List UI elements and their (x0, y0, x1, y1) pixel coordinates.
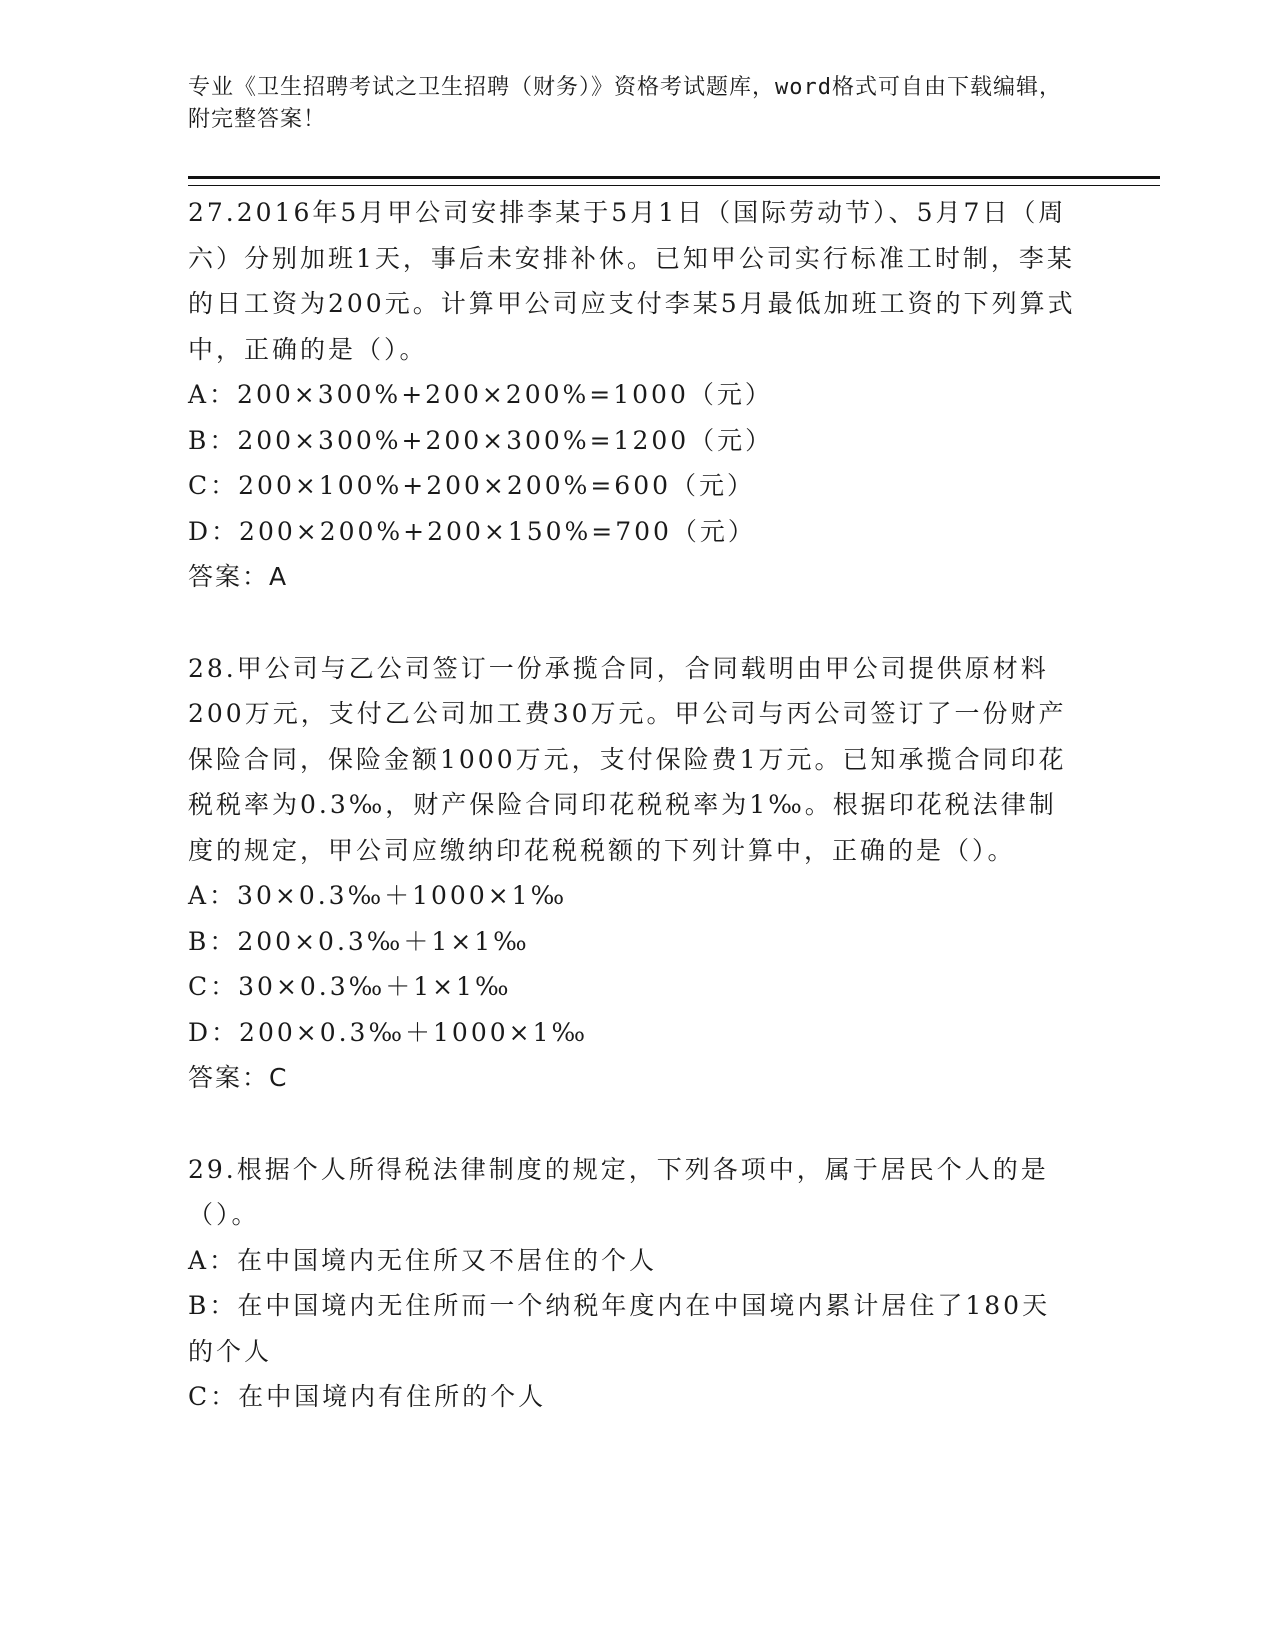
option-c: C：30×0.3‰＋1×1‰ (188, 972, 512, 1001)
answer-label: 答案：A (188, 562, 289, 591)
option-a: A：30×0.3‰＋1000×1‰ (188, 881, 568, 910)
question-text: 29.根据个人所得税法律制度的规定，下列各项中，属于居民个人的是（）。 (188, 1154, 1049, 1229)
question-27 (188, 190, 1078, 600)
option-b: B：200×300%+200×300%=1200（元） (188, 425, 774, 455)
question-text: 28.甲公司与乙公司签订一份承揽合同，合同载明由甲公司提供原材料200万元，支付乙公司加工费30万元。甲公司与丙公司签订了一份财产保险合同，保险金额1000万元，支付保险费1万元。已知承揽合同印花税税率为0.3‰，财产保险合同印花税税率为1‰。根据印花税法律制度的规定，甲公司应缴纳印花税税额的下列计算中，正确的是（）。 (188, 653, 1067, 865)
document-header: 专业《卫生招聘考试之卫生招聘（财务）》资格考试题库，word格式可自由下载编辑，附完整答案！ (188, 75, 1062, 132)
question-text: 27.2016年5月甲公司安排李某于5月1日（国际劳动节）、5月7日（周六）分别加班1天，事后未安排补休。已知甲公司实行标准工时制，李某的日工资为200元。计算甲公司应支付李某5月最低加班工资的下列算式中，正确的是（）。 (188, 198, 1076, 364)
answer-label: 答案：C (188, 1063, 289, 1092)
question-spacer (188, 600, 1078, 646)
option-c: C：在中国境内有住所的个人 (188, 1382, 547, 1411)
option-b: B：200×0.3‰＋1×1‰ (188, 926, 530, 956)
option-a: A：200×300%+200×200%=1000（元） (188, 380, 773, 409)
question-spacer (188, 1101, 1078, 1147)
option-d: D：200×0.3‰＋1000×1‰ (188, 1017, 589, 1047)
option-b: B：在中国境内无住所而一个纳税年度内在中国境内累计居住了180天的个人 (188, 1291, 1051, 1366)
question-29 (188, 1147, 1078, 1420)
option-c: C：200×100%+200×200%=600（元） (188, 471, 756, 500)
option-a: A：在中国境内无住所又不居住的个人 (188, 1245, 658, 1275)
header-divider (188, 176, 1160, 186)
question-28 (188, 646, 1078, 1101)
question-list (188, 190, 1078, 1420)
option-d: D：200×200%+200×150%=700（元） (188, 516, 756, 546)
